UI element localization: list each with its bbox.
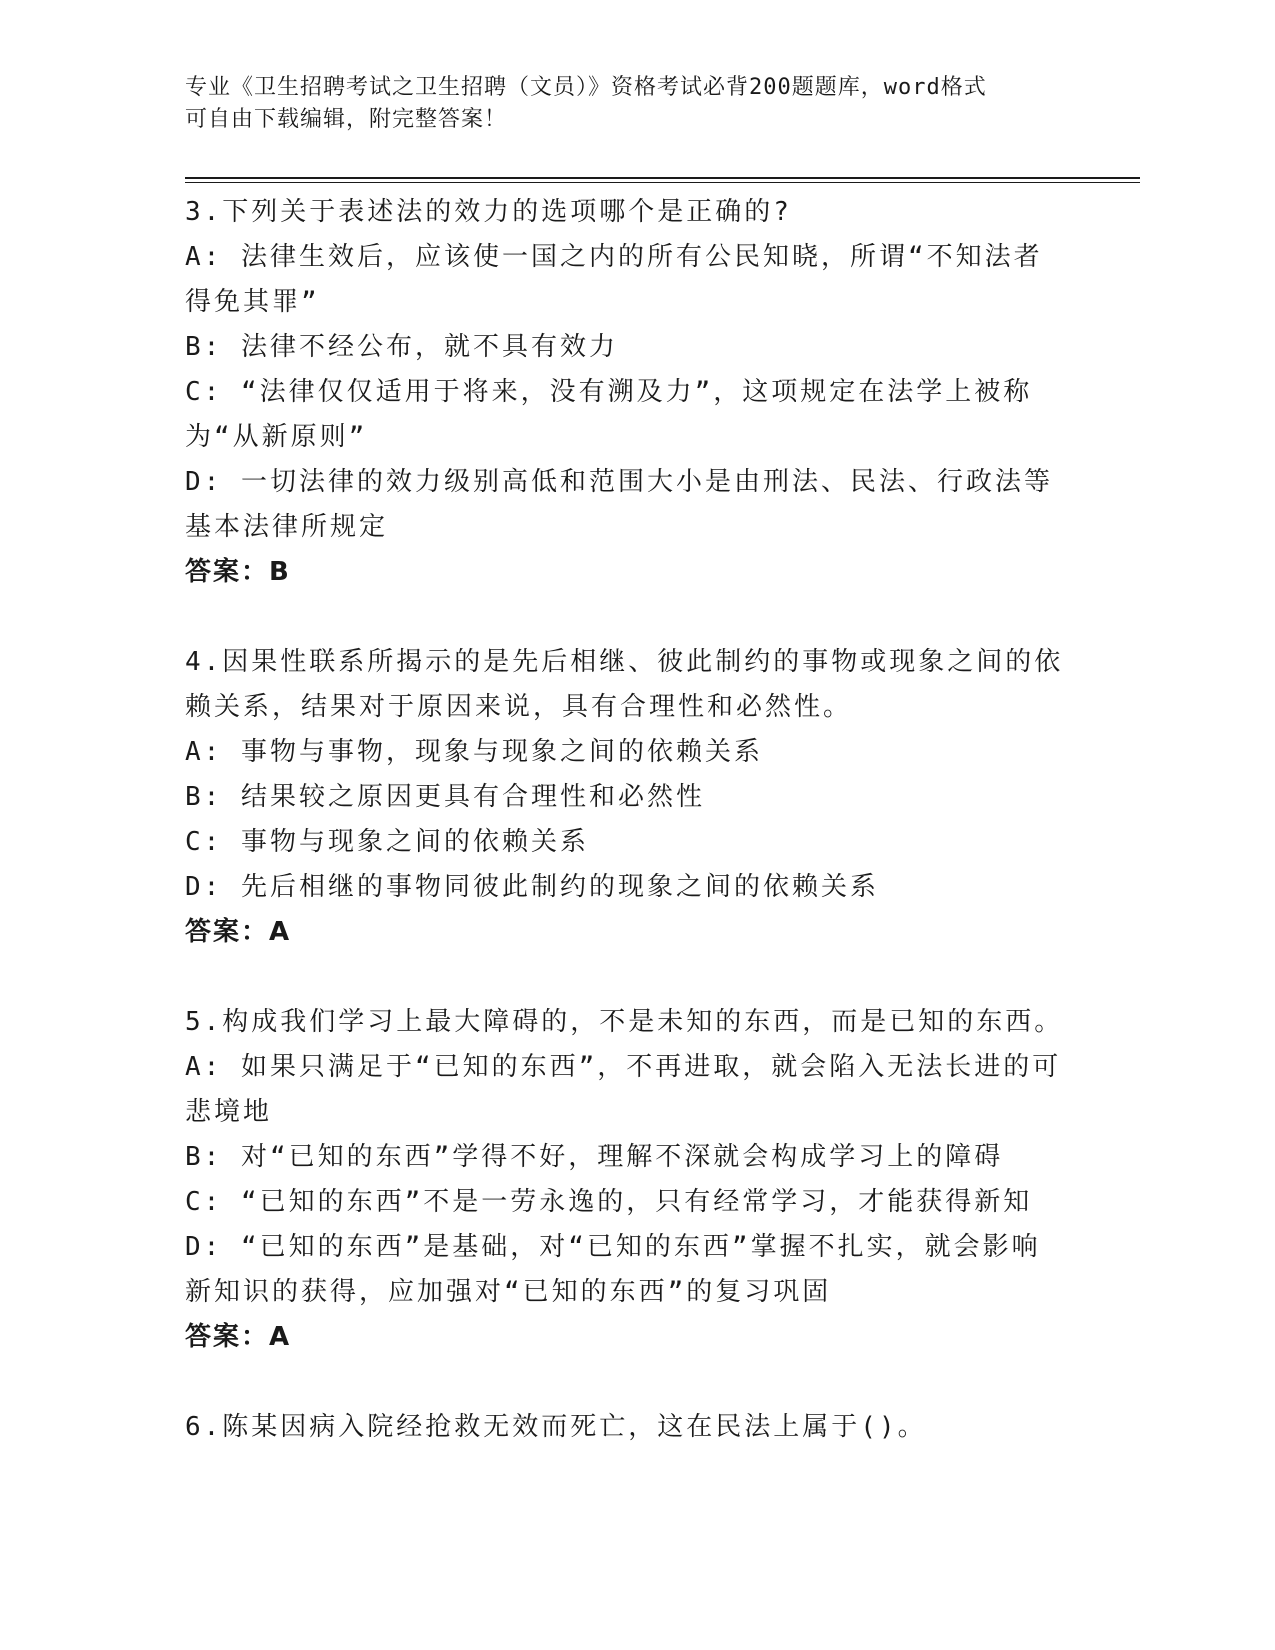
header-line-1: 专业《卫生招聘考试之卫生招聘（文员）》资格考试必背200题题库，word格式 — [185, 75, 987, 100]
option-b: B: 法律不经公布，就不具有效力 — [185, 332, 618, 362]
option-c: C: “已知的东西”不是一劳永逸的，只有经常学习，才能获得新知 — [185, 1187, 1033, 1217]
question-text: 4.因果性联系所揭示的是先后相继、彼此制约的事物或现象之间的依赖关系，结果对于原因来说，具有合理性和必然性。 — [185, 647, 1064, 722]
question-text: 3.下列关于表述法的效力的选项哪个是正确的? — [185, 197, 792, 227]
answer-label: 答案：A — [185, 917, 292, 947]
question-6 — [185, 1405, 1065, 1450]
option-c: C: “法律仅仅适用于将来，没有溯及力”，这项规定在法学上被称为“从新原则” — [185, 377, 1033, 452]
header-rule-thick — [185, 177, 1140, 179]
document-header — [185, 72, 1065, 136]
answer-label: 答案：B — [185, 557, 291, 587]
question-text: 6.陈某因病入院经抢救无效而死亡，这在民法上属于()。 — [185, 1412, 927, 1442]
header-line-2: 可自由下载编辑，附完整答案！ — [185, 107, 508, 132]
option-b: B: 对“已知的东西”学得不好，理解不深就会构成学习上的障碍 — [185, 1142, 1004, 1172]
question-text: 5.构成我们学习上最大障碍的，不是未知的东西，而是已知的东西。 — [185, 1007, 1064, 1037]
question-list — [185, 190, 1065, 1450]
option-b: B: 结果较之原因更具有合理性和必然性 — [185, 782, 705, 812]
option-a: A: 如果只满足于“已知的东西”，不再进取，就会陷入无法长进的可悲境地 — [185, 1052, 1062, 1127]
header-rule-thin — [185, 182, 1140, 183]
option-a: A: 事物与事物，现象与现象之间的依赖关系 — [185, 737, 763, 767]
answer-label: 答案：A — [185, 1322, 292, 1352]
question-3 — [185, 190, 1065, 595]
question-5 — [185, 1000, 1065, 1360]
option-d: D: 先后相继的事物同彼此制约的现象之间的依赖关系 — [185, 872, 879, 902]
option-d: D: “已知的东西”是基础，对“已知的东西”掌握不扎实，就会影响新知识的获得，应加强对“已知的东西”的复习巩固 — [185, 1232, 1041, 1307]
option-c: C: 事物与现象之间的依赖关系 — [185, 827, 589, 857]
option-d: D: 一切法律的效力级别高低和范围大小是由刑法、民法、行政法等基本法律所规定 — [185, 467, 1053, 542]
option-a: A: 法律生效后，应该使一国之内的所有公民知晓，所谓“不知法者得免其罪” — [185, 242, 1043, 317]
question-4 — [185, 640, 1065, 955]
